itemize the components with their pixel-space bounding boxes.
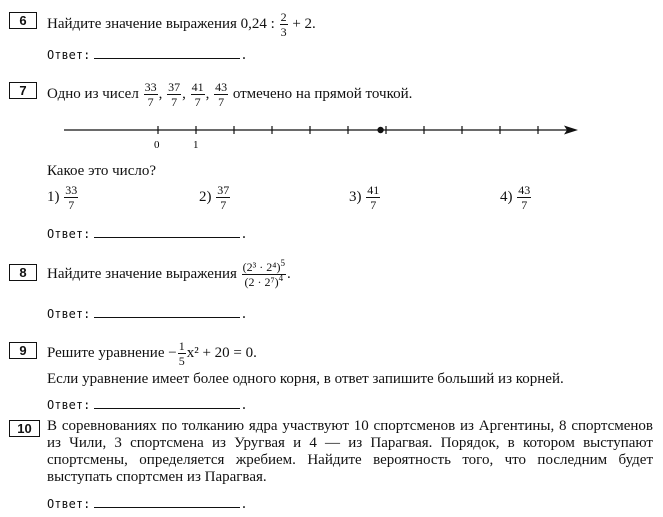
task-6-text: Найдите значение выражения 0,24 : [47,15,275,32]
answer-field-9[interactable] [94,397,240,409]
task-9-statement [47,340,257,367]
option-fraction: $\frac{41}{7}$ [367,183,380,212]
task-7-text-after: отмечено на прямой точкой. [232,85,413,102]
answer-line-7 [47,226,248,241]
answer-end: . [240,398,248,412]
task-7-fraction-3: $\frac{41}{7}$ [191,80,204,109]
answer-field-8[interactable] [94,306,240,318]
denominator-exponent: 4 [278,273,284,283]
tick-label-1: 1 [193,139,199,151]
option-index: 4) [500,188,513,205]
task-7-statement: Одно из чисел $\frac{33}{7}$ , $\frac{37}{7}$ , $\frac{41}{7}$ , $\frac{43}{7}$ отмечено на прямой точкой. [47,80,413,109]
answer-end: . [240,48,248,62]
task-6-statement [47,11,316,38]
fraction-denominator: 3 [280,25,287,39]
marked-point [377,127,383,133]
task-10-text: В соревнованиях по толканию ядра участвуют 10 спортсменов из Аргентины, 8 спортсменов из Чили, 3 спортсмена из Уругвая и 4 — из Парагвая. Порядок, в котором выступают спортсмены, определяется жребием. Найдите вероятность того, что последним будет выступать спортсмен из Парагвая. [47,418,653,485]
numerator-expression: (2³ · 2⁴) [242,260,281,274]
task-8-tail: . [286,265,291,282]
number-line [0,116,663,156]
task-7-text-before: Одно из чисел [47,85,139,102]
task-8-text: Найдите значение выражения [47,265,237,282]
answer-line-10 [47,496,248,511]
answer-end: . [240,307,248,321]
option-2[interactable] [199,184,231,211]
task-8-statement [47,258,291,289]
task-number-7: 7 [9,82,37,99]
option-index: 3) [349,188,362,205]
task-9-fraction: $\frac{1}{5}$ [178,339,185,368]
task-9-note: Если уравнение имеет более одного корня, в ответ запишите больший из корней. [47,371,564,387]
task-6-fraction [280,11,288,38]
answer-field-10[interactable] [94,496,240,508]
answer-label: Ответ: [47,398,91,412]
task-9-equation-tail: x² + 20 = 0. [186,344,257,361]
task-number-9: 9 [9,342,37,359]
option-1[interactable] [47,184,79,211]
option-index: 2) [199,188,212,205]
task-number-10: 10 [9,420,40,437]
fraction-numerator: 2 [280,10,287,24]
answer-field-6[interactable] [94,47,240,59]
option-fraction: $\frac{37}{7}$ [217,183,230,212]
task-7-fraction-2: $\frac{37}{7}$ [168,80,181,109]
option-fraction: $\frac{43}{7}$ [518,183,531,212]
option-4[interactable] [500,184,532,211]
task-number-8: 8 [9,264,37,281]
answer-end: . [240,497,248,511]
tick-label-0: 0 [154,139,160,151]
answer-label: Ответ: [47,227,91,241]
task-number-6: 6 [9,12,37,29]
task-9-text: Решите уравнение − [47,344,177,361]
answer-line-9 [47,397,248,412]
task-7-fraction-4: $\frac{43}{7}$ [215,80,228,109]
answer-end: . [240,227,248,241]
option-3[interactable] [349,184,381,211]
answer-line-6 [47,47,248,62]
numerator-exponent: 5 [280,258,285,268]
answer-field-7[interactable] [94,226,240,238]
denominator-expression: (2 · 2⁷) [244,275,279,289]
option-fraction: $\frac{33}{7}$ [65,183,78,212]
task-7-fraction-1: $\frac{33}{7}$ [144,80,157,109]
answer-label: Ответ: [47,48,91,62]
answer-label: Ответ: [47,497,91,511]
answer-label: Ответ: [47,307,91,321]
option-index: 1) [47,188,60,205]
answer-line-8 [47,306,248,321]
task-6-tail: + 2. [292,15,316,32]
task-8-fraction [242,258,286,289]
task-7-question: Какое это число? [47,163,156,179]
